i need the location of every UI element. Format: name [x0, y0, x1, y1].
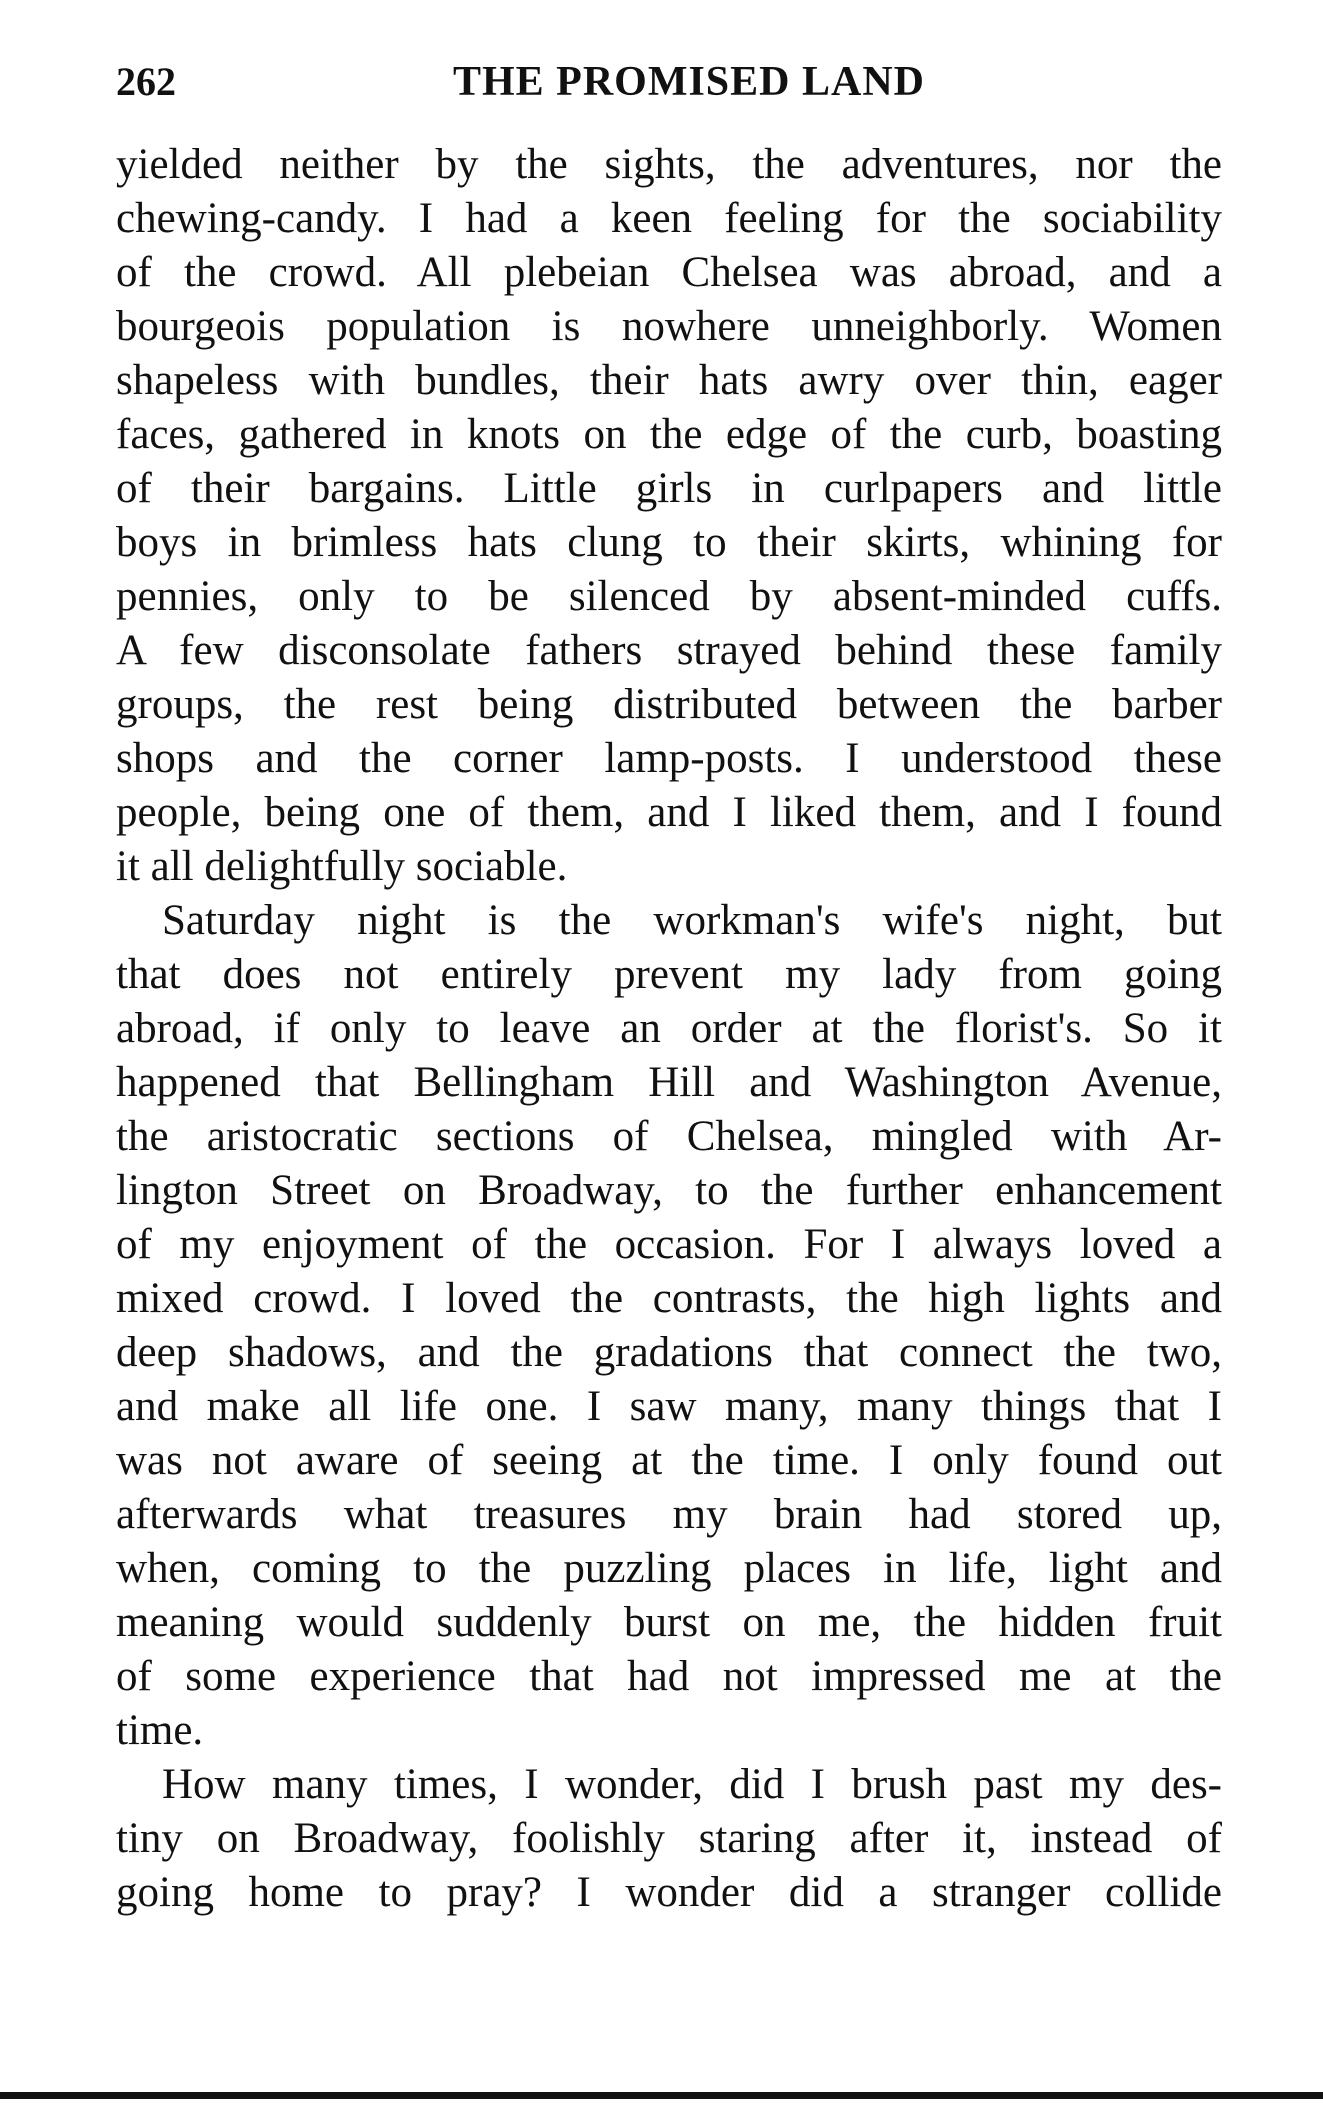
- page-header: [116, 52, 1222, 112]
- text-line: Saturday night is the workman's wife's night, but: [162, 897, 1222, 944]
- body-text: [116, 138, 1222, 1920]
- text-line: going home to pray? I wonder did a stranger collide: [116, 1869, 1222, 1916]
- text-line: of their bargains. Little girls in curlpapers and little: [116, 465, 1222, 512]
- bottom-rule: [0, 2092, 1323, 2099]
- text-line: afterwards what treasures my brain had stored up,: [116, 1491, 1222, 1538]
- text-line: when, coming to the puzzling places in life, light and: [116, 1545, 1222, 1592]
- paragraph-2: [116, 894, 1222, 1758]
- text-line: How many times, I wonder, did I brush past my des-: [162, 1761, 1222, 1808]
- text-line: was not aware of seeing at the time. I only found out: [116, 1437, 1222, 1484]
- text-line: chewing-candy. I had a keen feeling for the sociability: [116, 195, 1222, 242]
- text-line: of my enjoyment of the occasion. For I always loved a: [116, 1221, 1222, 1268]
- text-line: of the crowd. All plebeian Chelsea was abroad, and a: [116, 249, 1222, 296]
- text-line: the aristocratic sections of Chelsea, mingled with Ar-: [116, 1113, 1222, 1160]
- text-line: shapeless with bundles, their hats awry over thin, eager: [116, 357, 1222, 404]
- paragraph-3: [116, 1758, 1222, 1920]
- text-line: boys in brimless hats clung to their skirts, whining for: [116, 519, 1222, 566]
- text-line: deep shadows, and the gradations that connect the two,: [116, 1329, 1222, 1376]
- text-line: abroad, if only to leave an order at the florist's. So it: [116, 1005, 1222, 1052]
- text-line: it all delightfully sociable.: [116, 843, 568, 890]
- text-line: happened that Bellingham Hill and Washington Avenue,: [116, 1059, 1222, 1106]
- text-line: that does not entirely prevent my lady from going: [116, 951, 1222, 998]
- text-line: tiny on Broadway, foolishly staring after it, instead of: [116, 1815, 1222, 1862]
- text-line: yielded neither by the sights, the adventures, nor the: [116, 141, 1222, 188]
- text-line: pennies, only to be silenced by absent-minded cuffs.: [116, 573, 1222, 620]
- text-line: and make all life one. I saw many, many things that I: [116, 1383, 1222, 1430]
- page-number: 262: [116, 59, 176, 104]
- text-line: A few disconsolate fathers strayed behind these family: [116, 627, 1222, 674]
- running-title: THE PROMISED LAND: [452, 59, 926, 105]
- text-line: time.: [116, 1707, 204, 1754]
- text-line: groups, the rest being distributed between the barber: [116, 681, 1222, 728]
- text-line: bourgeois population is nowhere unneighborly. Women: [116, 303, 1222, 350]
- paragraph-1: [116, 138, 1222, 894]
- text-line: faces, gathered in knots on the edge of the curb, boasting: [116, 411, 1222, 458]
- text-line: shops and the corner lamp-posts. I understood these: [116, 735, 1222, 782]
- text-line: mixed crowd. I loved the contrasts, the high lights and: [116, 1275, 1222, 1322]
- text-line: people, being one of them, and I liked them, and I found: [116, 789, 1222, 836]
- text-line: meaning would suddenly burst on me, the hidden fruit: [116, 1599, 1222, 1646]
- text-line: of some experience that had not impressed me at the: [116, 1653, 1222, 1700]
- text-line: lington Street on Broadway, to the further enhancement: [116, 1167, 1222, 1214]
